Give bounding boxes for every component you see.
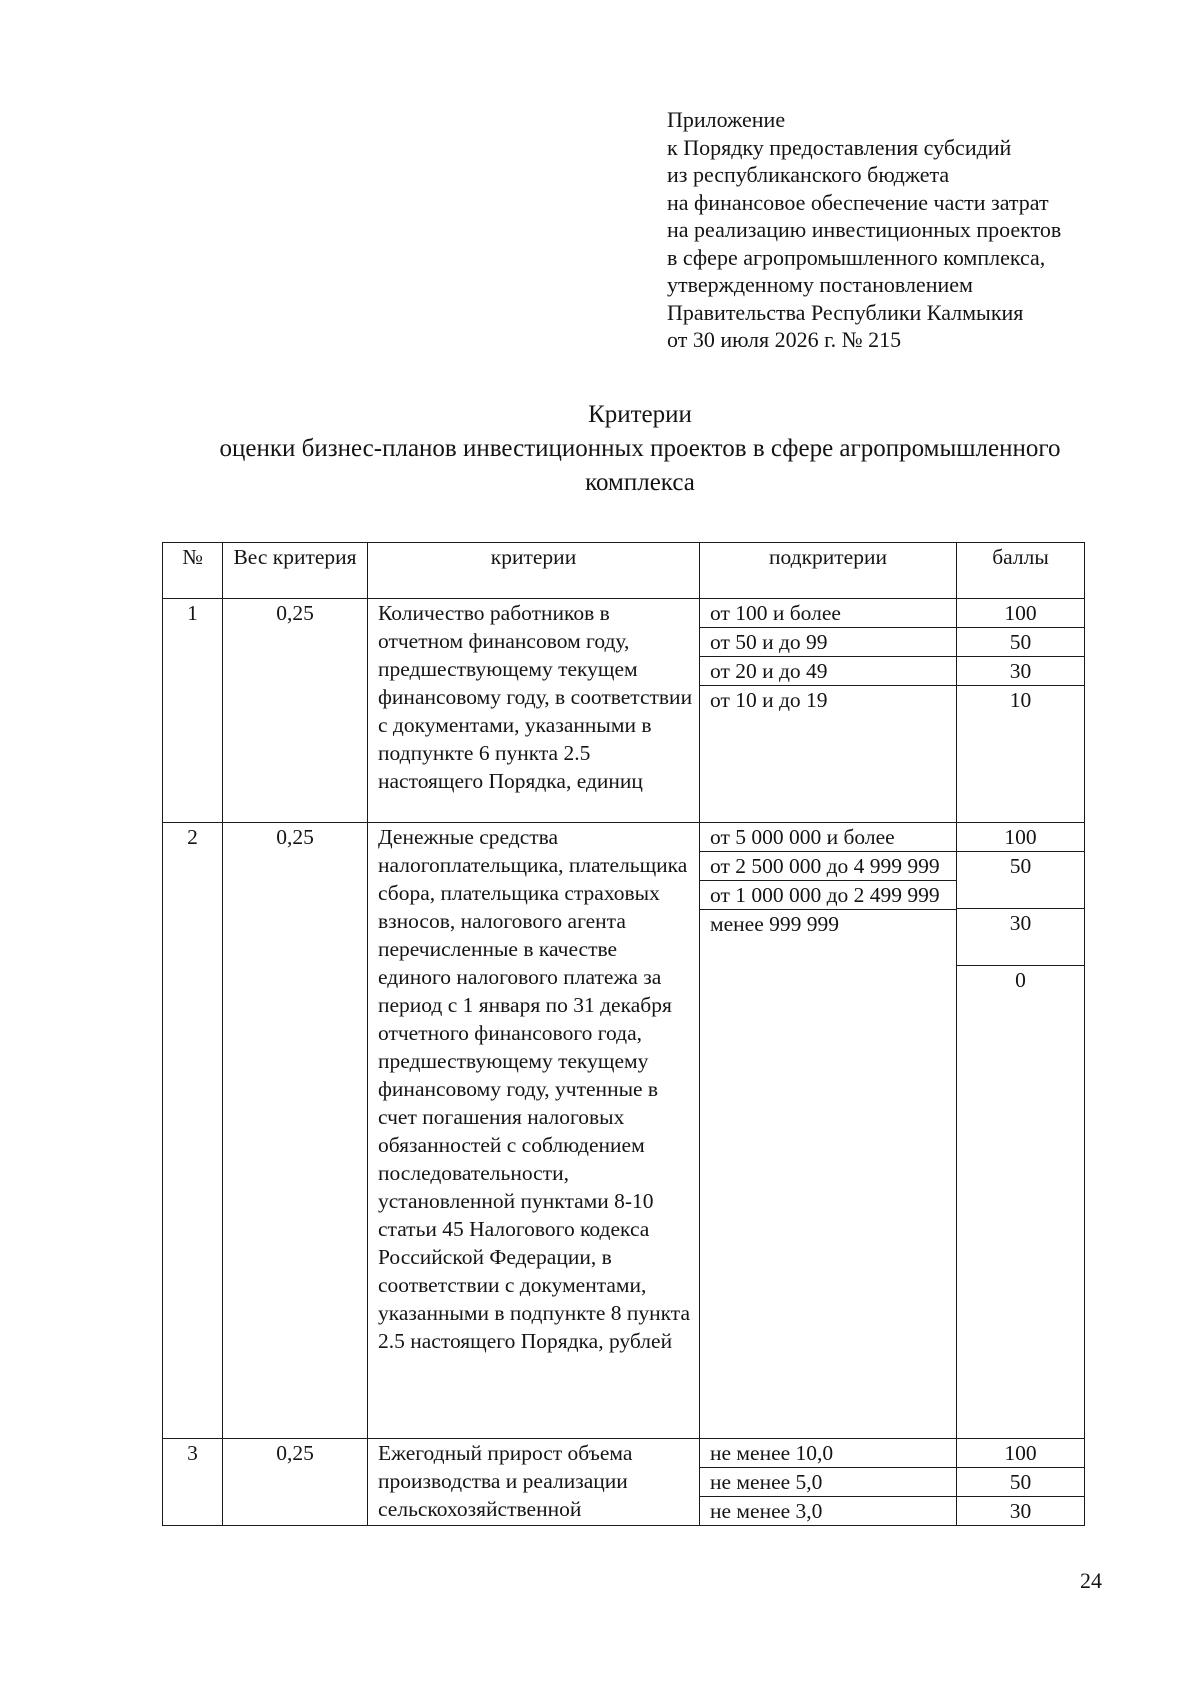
row-points	[957, 1439, 1085, 1526]
points-value: 0	[1015, 968, 1026, 992]
subcriterion: не менее 10,0	[700, 1439, 956, 1468]
document-title	[120, 398, 1160, 500]
row-criterion: Ежегодный прирост объема производства и реализации сельскохозяйственной	[368, 1439, 700, 1526]
subcriterion: от 2 500 000 до 4 999 999	[700, 852, 956, 881]
appendix-block	[667, 106, 1061, 354]
appendix-line: на финансовое обеспечение части затрат	[667, 189, 1049, 215]
header-subcriteria: подкритерии	[700, 543, 957, 599]
appendix-line: из республиканского бюджета	[667, 162, 950, 187]
appendix-line: в сфере агропромышленного комплекса,	[667, 244, 1046, 270]
points-value: 30	[957, 657, 1084, 686]
points-value: 50	[957, 852, 1084, 909]
row-criterion: Денежные средства налогоплательщика, плательщика сбора, плательщика страховых взносов, налогового агента перечисленные в качестве единого налогового платежа за период с 1 января по 31 декабря отчетного финансового года, предшествующему текущему финансовому году, учтенные в счет погашения налоговых обязанностей с соблюдением последовательности, установленной пунктами 8-10 статьи 45 Налогового кодекса Российской Федерации, в соответствии с документами, указанными в подпункте 8 пункта 2.5 настоящего Порядка, рублей	[368, 823, 700, 1439]
points-value: 10	[1009, 688, 1032, 712]
table-row	[163, 1439, 1085, 1526]
appendix-line: утвержденному постановлением	[667, 272, 973, 297]
row-weight: 0,25	[223, 1439, 368, 1526]
subcriterion: не менее 3,0	[710, 1499, 823, 1523]
row-criterion: Количество работников в отчетном финансовом году, предшествующему текущем финансовому году, в соответствии с документами, указанными в подпункте 6 пункта 2.5 настоящего Порядка, единиц	[368, 599, 700, 823]
row-number: 2	[163, 823, 223, 1439]
appendix-line: Приложение	[667, 107, 786, 132]
row-subcriteria	[700, 1439, 957, 1526]
header-criteria: критерии	[368, 543, 700, 599]
row-weight: 0,25	[223, 823, 368, 1439]
header-weight: Вес критерия	[223, 543, 368, 599]
points-value: 100	[957, 599, 1084, 628]
subcriterion: от 1 000 000 до 2 499 999	[700, 881, 956, 910]
points-value: 30	[1009, 1499, 1032, 1523]
points-value: 50	[957, 628, 1084, 657]
header-points: баллы	[957, 543, 1085, 599]
appendix-line: от 30 июля 2026 г. № 215	[667, 327, 902, 352]
subcriterion: от 20 и до 49	[700, 657, 956, 686]
title-subtitle-line: комплекса	[585, 469, 695, 496]
appendix-line: Правительства Республики Калмыкия	[667, 299, 1024, 325]
row-subcriteria	[700, 599, 957, 823]
points-value: 100	[957, 1439, 1084, 1468]
row-weight: 0,25	[223, 599, 368, 823]
row-number: 1	[163, 599, 223, 823]
subcriterion: от 50 и до 99	[700, 628, 956, 657]
title-heading: Критерии	[588, 401, 692, 428]
points-value: 30	[957, 909, 1084, 966]
points-value: 100	[957, 823, 1084, 852]
appendix-line: на реализацию инвестиционных проектов	[667, 217, 1062, 242]
points-value: 50	[957, 1468, 1084, 1497]
row-points	[957, 823, 1085, 1439]
subcriterion: от 10 и до 19	[710, 688, 828, 712]
criteria-table	[162, 542, 1085, 1526]
page-number: 24	[1080, 1568, 1102, 1593]
header-num: №	[163, 543, 223, 599]
row-number: 3	[163, 1439, 223, 1526]
table-row	[163, 823, 1085, 1439]
appendix-line: к Порядку предоставления субсидий	[667, 134, 1012, 160]
table-row	[163, 599, 1085, 823]
row-points	[957, 599, 1085, 823]
subcriterion: менее 999 999	[710, 912, 839, 936]
title-subtitle-line: оценки бизнес-планов инвестиционных проектов в сфере агропромышленного	[219, 435, 1061, 462]
table-header-row	[163, 543, 1085, 599]
row-subcriteria	[700, 823, 957, 1439]
subcriterion: не менее 5,0	[700, 1468, 956, 1497]
subcriterion: от 5 000 000 и более	[700, 823, 956, 852]
subcriterion: от 100 и более	[700, 599, 956, 628]
